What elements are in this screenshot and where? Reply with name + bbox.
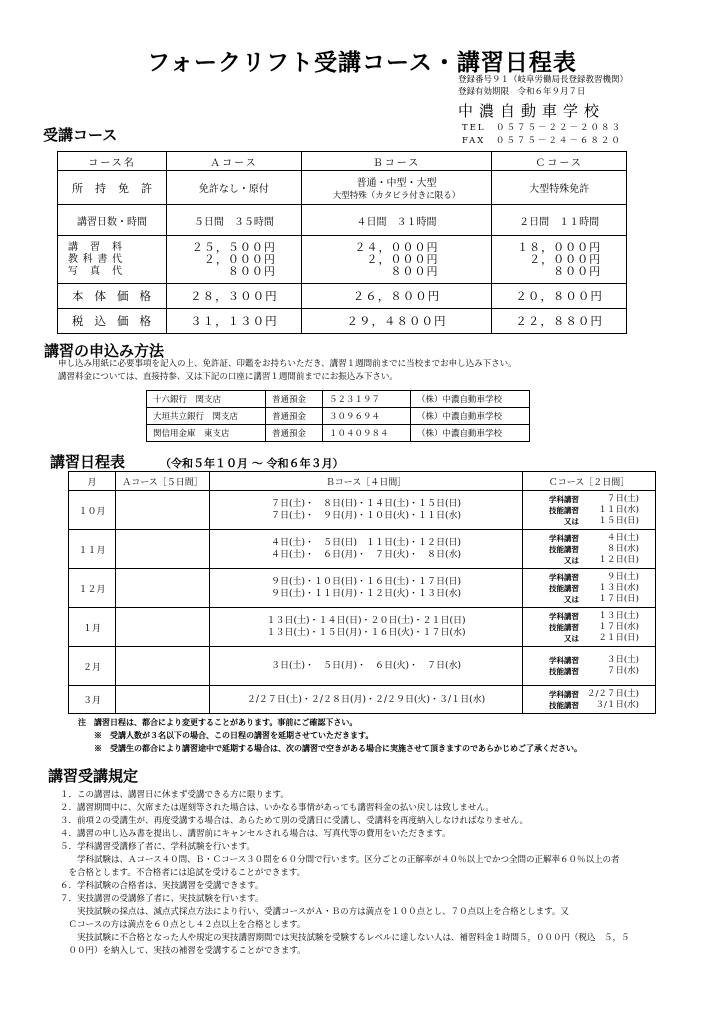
schedule-c-date: １３日(水) <box>598 582 639 593</box>
bank-name: 大垣共立銀行 関支店 <box>147 408 266 425</box>
fee-c-tuition: １８，０００円 <box>517 240 602 254</box>
schedule-period: （令和５年１０月 ～ 令和６年３月） <box>160 457 344 470</box>
schedule-a-cell <box>116 686 210 714</box>
schedule-month: １２月 <box>69 569 116 608</box>
schedule-c-entry <box>527 572 651 583</box>
schedule-month: １１月 <box>69 530 116 569</box>
apply-text-line2: 講習料金については、直接持参、又は下記の口座に講習１週間前までにお振込み下さい。 <box>58 372 398 382</box>
days-label: 講習日数・時間 <box>58 205 167 236</box>
note-item: ※ 受講生の都合により講習途中で延期する場合は、次の講習で空きがある場合に実施させて頂きますのであらかじめご了承ください。 <box>94 743 582 753</box>
schedule-c-date: ３日(土) <box>606 655 639 665</box>
schedule-a-cell <box>116 491 210 530</box>
bank-row <box>147 391 530 408</box>
rule-line: ４．講習の申し込み書を提出し、講習前にキャンセルされる場合は、写真代等の費用をいただきます。 <box>60 829 451 839</box>
bank-name: 十六銀行 関支店 <box>147 391 266 408</box>
account-holder: （株）中濃自動車学校 <box>411 425 530 442</box>
schedule-row <box>69 569 656 608</box>
schedule-c-kind: 又は <box>564 555 579 565</box>
schedule-c-entry <box>527 516 651 527</box>
apply-text-line1: 申し込み用紙に必要事項を記入の上、免許証、印鑑をお持ちいただき、講習１週間前までに当校までお申し込み下さい。 <box>58 359 517 369</box>
fees-label <box>58 236 167 284</box>
school-name: 中濃自動車学校 <box>458 102 606 120</box>
fee-label-photo: 写真代 <box>68 265 122 277</box>
course-table <box>57 151 627 334</box>
registration-number: 登録番号９１（岐阜労働局長登録教習機関） <box>458 75 629 85</box>
schedule-b-cell <box>210 491 523 530</box>
schedule-c-date: ８日(水) <box>606 543 639 554</box>
rule-line: ００円）を納入して、実技の補習を受講することができます。 <box>60 946 306 956</box>
schedule-month: １月 <box>69 608 116 647</box>
schedule-c-date: ４日(土) <box>606 532 639 543</box>
schedule-b-dates: ７日(土)・ ８日(日)・１４日(土)・１５日(日) <box>270 499 462 509</box>
fee-a-tuition: ２５，５００円 <box>191 240 276 254</box>
fee-a-photo: ８００円 <box>227 264 276 278</box>
bank-name: 関信用金庫 東支店 <box>147 425 266 442</box>
rule-line: を合格とします。不合格者には追試を受けることができます。 <box>60 868 306 878</box>
schedule-c-date: １３日(土) <box>598 610 639 621</box>
registration-expiry: 登録有効期限 令和６年９月７日 <box>458 87 586 97</box>
schedule-c-kind: 学科講習 <box>549 494 579 504</box>
schedule-row <box>69 491 656 530</box>
note-item: 注 講習日程は、都合により変更することがあります。事前にご確認下さい。 <box>78 717 358 727</box>
schedule-a-cell <box>116 530 210 569</box>
rule-line: ７．実技講習の受講修了者に、実技試験を行います。 <box>60 894 264 904</box>
rule-line: ５．学科講習受講修了者に、学科試験を行います。 <box>60 842 255 852</box>
account-type: 普通預金 <box>265 408 322 425</box>
course-header-row <box>58 152 627 171</box>
schedule-c-kind: 技能講習 <box>549 667 579 676</box>
schedule-c-entry <box>527 544 651 555</box>
base-price-label: 本体価格 <box>58 284 167 309</box>
license-b <box>301 171 492 205</box>
rule-line: ３．前項２の受講生が、再度受講する場合は、あらためて別の受講日に受講し、受講料を再度納入しなければなりません。 <box>60 816 529 826</box>
fax-number: FAX ０５７５－２４－６８２０ <box>462 136 622 146</box>
schedule-c-entry <box>527 611 651 622</box>
course-col-a: Ａコース <box>167 152 302 171</box>
schedule-c-entry <box>527 555 651 566</box>
tax-price-b: ２９，４８００円 <box>301 309 492 334</box>
schedule-c-entry <box>527 583 651 594</box>
tax-price-a: ３１，１３０円 <box>167 309 302 334</box>
schedule-c-kind: 技能講習 <box>549 505 579 515</box>
schedule-b-cell <box>210 569 523 608</box>
schedule-c-date: ２１日(日) <box>598 632 639 643</box>
bank-row <box>147 425 530 442</box>
days-c: ２日間 １１時間 <box>492 205 627 236</box>
days-row <box>58 205 627 236</box>
schedule-c-kind: 学科講習 <box>549 656 579 665</box>
schedule-b-cell <box>210 647 523 686</box>
fee-b-tuition: ２４，０００円 <box>354 240 439 254</box>
schedule-month: １０月 <box>69 491 116 530</box>
schedule-c-kind: 学科講習 <box>549 533 579 543</box>
account-holder: （株）中濃自動車学校 <box>411 391 530 408</box>
schedule-c-kind: 技能講習 <box>549 583 579 593</box>
schedule-c-date: １１日(水) <box>598 504 639 515</box>
schedule-b-dates: １３日(土)・１４日(日)・２０日(土)・２１日(日) <box>266 616 466 626</box>
license-b-line1: 普通・中型・大型 <box>356 178 437 189</box>
schedule-c-cell <box>523 608 656 647</box>
schedule-c-entry <box>527 666 651 677</box>
rule-line: ２．講習期間中に、欠席または遅刻等された場合は、いかなる事情があっても講習料金の払い戻しは致しません。 <box>60 803 494 813</box>
schedule-b-dates: １３日(土)・１５日(月)・１６日(火)・１７日(水) <box>266 628 466 638</box>
rule-line: ６．学科試験の合格者は、実技講習を受講できます。 <box>60 881 264 891</box>
schedule-c-kind: 技能講習 <box>549 622 579 632</box>
days-b: ４日間 ３１時間 <box>301 205 492 236</box>
fee-c-textbook: ２，０００円 <box>529 252 602 266</box>
schedule-c-entry <box>527 689 651 700</box>
course-col-name: コース名 <box>58 152 167 171</box>
schedule-c-kind: 技能講習 <box>549 544 579 554</box>
license-c: 大型特殊免許 <box>492 171 627 205</box>
fee-b-photo: ８００円 <box>390 264 439 278</box>
schedule-c-entry <box>527 594 651 605</box>
account-type: 普通預金 <box>265 391 322 408</box>
tax-price-row <box>58 309 627 334</box>
bank-row <box>147 408 530 425</box>
rules-list <box>60 789 700 958</box>
account-holder: （株）中濃自動車学校 <box>411 408 530 425</box>
tel-number: TEL ０５７５－２２－２０８３ <box>462 123 623 133</box>
fee-c-photo: ８００円 <box>553 264 602 278</box>
schedule-c-entry <box>527 494 651 505</box>
course-heading: 受講コース <box>43 126 118 144</box>
account-number: ５２３１９７ <box>323 391 411 408</box>
bank-table <box>146 390 530 442</box>
schedule-notes <box>78 716 582 755</box>
schedule-b-dates: ４日(土)・ ５日(日) １１日(土)・１２日(日) <box>270 538 462 548</box>
schedule-a-cell <box>116 647 210 686</box>
schedule-table <box>68 471 656 714</box>
fee-label-tuition: 講習料 <box>68 241 122 253</box>
rule-line: １．この講習は、講習日に休まず受講できる方に限ります。 <box>60 790 289 800</box>
schedule-c-kind: 学科講習 <box>549 572 579 582</box>
schedule-c-cell <box>523 491 656 530</box>
schedule-c-date: １７日(水) <box>598 621 639 632</box>
base-price-c: ２０，８００円 <box>492 284 627 309</box>
schedule-heading: 講習日程表 <box>50 453 126 471</box>
apply-text <box>58 358 517 384</box>
sched-col-month: 月 <box>69 472 116 491</box>
schedule-a-cell <box>116 569 210 608</box>
schedule-row <box>69 530 656 569</box>
base-price-a: ２８，３００円 <box>167 284 302 309</box>
schedule-c-date: ７日(水) <box>606 666 639 676</box>
schedule-c-entry <box>527 505 651 516</box>
schedule-b-dates: ２/２７日(土)・２/２８日(月)・２/２９日(火)・３/１日(水) <box>246 694 486 705</box>
schedule-body <box>69 491 656 714</box>
apply-heading: 講習の申込み方法 <box>44 342 165 360</box>
fee-label-textbook: 教科書代 <box>68 253 122 265</box>
fee-b-textbook: ２，０００円 <box>366 252 439 266</box>
license-row <box>58 171 627 205</box>
schedule-month: ２月 <box>69 647 116 686</box>
schedule-c-entry <box>527 533 651 544</box>
page-title: フォークリフト受講コース・講習日程表 <box>147 49 577 76</box>
rule-line: 実技試験の採点は、減点式採点方法により行い、受講コースがＡ・Ｂの方は満点を１００点とし、７０点以上を合格とします。又 <box>60 907 569 917</box>
schedule-c-kind: 又は <box>564 594 579 604</box>
schedule-b-cell <box>210 686 523 714</box>
days-a: ５日間 ３５時間 <box>167 205 302 236</box>
schedule-b-cell <box>210 530 523 569</box>
schedule-c-kind: 又は <box>564 516 579 526</box>
rule-line: Ｃコースの方は満点を６０点とし４２点以上を合格とします。 <box>60 920 306 930</box>
schedule-c-date: １５日(日) <box>598 515 639 526</box>
schedule-c-date: ２/２７日(土) <box>587 688 639 699</box>
schedule-row <box>69 608 656 647</box>
course-col-b: Ｂコース <box>301 152 492 171</box>
schedule-c-entry <box>527 700 651 711</box>
schedule-c-date: ３/１日(水) <box>595 699 639 710</box>
sched-col-b: Ｂコース［４日間］ <box>210 472 523 491</box>
schedule-b-dates: ４日(土)・ ６日(月)・ ７日(火)・ ８日(水) <box>270 550 462 560</box>
schedule-c-cell <box>523 569 656 608</box>
course-col-c: Ｃコース <box>492 152 627 171</box>
schedule-c-kind: 又は <box>564 633 579 643</box>
fees-c <box>492 236 627 284</box>
rules-heading: 講習受講規定 <box>48 767 139 785</box>
schedule-c-entry <box>527 655 651 666</box>
schedule-b-dates: ３日(土)・ ５日(月)・ ６日(火)・ ７日(水) <box>270 661 462 671</box>
rule-line: 実技試験に不合格となった人や規定の実技講習期間では実技試験を受験するレベルに達しない人は、補習料金１時間５，０００円（税込 ５，５ <box>60 933 630 943</box>
schedule-c-entry <box>527 633 651 644</box>
schedule-c-cell <box>523 530 656 569</box>
schedule-b-cell <box>210 608 523 647</box>
school-contact <box>462 122 622 148</box>
schedule-row <box>69 686 656 714</box>
account-number: ３０９６９４ <box>323 408 411 425</box>
schedule-c-cell <box>523 647 656 686</box>
fee-a-textbook: ２，０００円 <box>203 252 276 266</box>
base-price-b: ２６，８００円 <box>301 284 492 309</box>
schedule-c-kind: 学科講習 <box>549 611 579 621</box>
schedule-c-cell <box>523 686 656 714</box>
fees-b <box>301 236 492 284</box>
tax-price-c: ２２，８８０円 <box>492 309 627 334</box>
base-price-row <box>58 284 627 309</box>
license-label: 所持免許 <box>58 171 167 205</box>
fees-a <box>167 236 302 284</box>
tax-price-label: 税込価格 <box>58 309 167 334</box>
license-b-line2: 大型特殊（カタピラ付きに限る） <box>332 191 461 201</box>
schedule-c-date: ７日(土) <box>606 493 639 504</box>
schedule-c-kind: 学科講習 <box>549 689 579 699</box>
schedule-c-date: ９日(土) <box>606 571 639 582</box>
schedule-b-dates: ９日(土)・１１日(月)・１２日(火)・１３日(水) <box>270 589 462 599</box>
schedule-c-date: １２日(日) <box>598 554 639 565</box>
sched-col-c: Ｃコース［２日間］ <box>523 472 656 491</box>
schedule-c-kind: 技能講習 <box>549 700 579 710</box>
schedule-header-row <box>69 472 656 491</box>
rule-line: 学科試験は、Ａコース４０問、Ｂ・Ｃコース３０問を６０分間で行います。区分ごとの正解率が４０％以上でかつ全問の正解率６０％以上の者 <box>60 855 620 865</box>
registration-info <box>458 74 628 98</box>
schedule-b-dates: ９日(土)・１０日(日)・１６日(土)・１７日(日) <box>270 577 462 587</box>
note-item: ※ 受講人数が３名以下の場合、この日程の講習を延期させていただきます。 <box>94 730 374 740</box>
account-type: 普通預金 <box>265 425 322 442</box>
fees-row <box>58 236 627 284</box>
schedule-a-cell <box>116 608 210 647</box>
schedule-row <box>69 647 656 686</box>
account-number: １０４０９８４ <box>323 425 411 442</box>
schedule-month: ３月 <box>69 686 116 714</box>
schedule-c-entry <box>527 622 651 633</box>
schedule-c-date: １７日(日) <box>598 593 639 604</box>
sched-col-a: Ａコース［５日間］ <box>116 472 210 491</box>
schedule-b-dates: ７日(土)・ ９日(月)・１０日(火)・１１日(水) <box>270 511 462 521</box>
license-a: 免許なし・原付 <box>167 171 302 205</box>
